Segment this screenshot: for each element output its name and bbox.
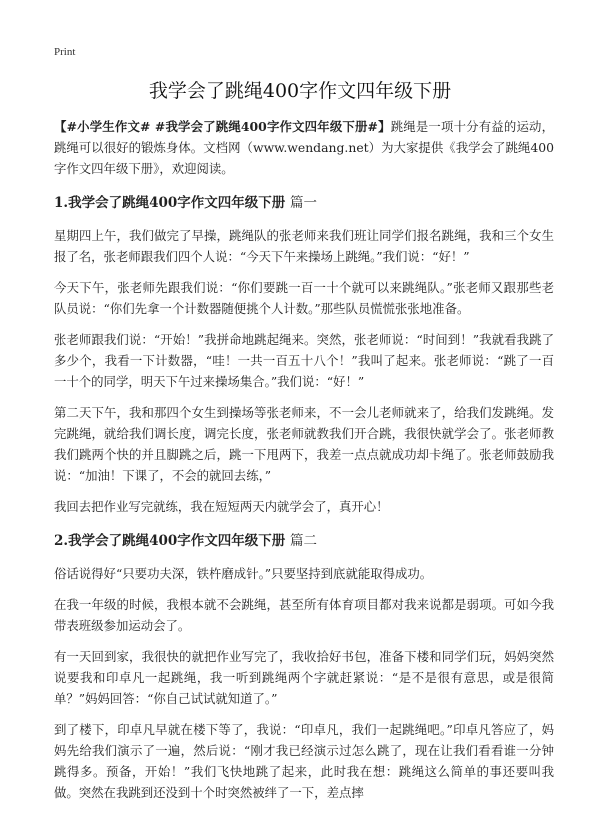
intro-text: 跳绳是一项十分有益的运动，跳绳可以很好的锻炼身体。文档网（www.wendang.net）为大家提供《我学会了跳绳400字作文四年级下册》，欢迎阅读。: [54, 119, 554, 176]
intro-tags: 【#小学生作文# #我学会了跳绳400字作文四年级下册#】: [54, 119, 391, 134]
section-2-paragraph-3: 有一天回到家，我很快的就把作业写完了，我收拾好书包，准备下楼和同学们玩，妈妈突然说要我和印卓凡一起跳绳，我一听到跳绳两个字就赶紧说：“是不是很有意思，或是很简单？”妈妈回答：“你自己试试就知道了。”: [54, 649, 554, 706]
section-1-paragraph-5: 我回去把作业写完就练，我在短短两天内就学会了，真开心！: [54, 499, 389, 514]
print-label: Print: [54, 46, 76, 58]
section-2-paragraph-1: 俗话说得好“只要功夫深，铁杵磨成针。”只要坚持到底就能取得成功。: [54, 566, 433, 581]
section-heading-2-text: 2.我学会了跳绳400字作文四年级下册: [54, 533, 286, 549]
section-1-paragraph-2: 今天下午，张老师先跟我们说：“你们要跳一百一十个就可以来跳绳队。”张老师又跟那些老队员说：“你们先拿一个计数器随便挑个人计数。”那些队员慌慌张张地准备。: [54, 280, 554, 316]
intro-paragraph: [54, 116, 554, 179]
section-1-paragraph-4: 第二天下午，我和那四个女生到操场等张老师来，不一会儿老师就来了，给我们发跳绳。发完跳绳，就给我们调长度，调完长度，张老师就教我们开合跳，我很快就学会了。张老师教我们跳两个快的并且脚跳之后，跳一下甩两下，我差一点点就成功却卡绳了。张老师鼓励我说：“加油！下课了，不会的就回去练，”: [54, 405, 554, 483]
section-2-paragraph-2: 在我一年级的时候，我根本就不会跳绳，甚至所有体育项目都对我来说都是弱项。可如今我带表班级参加运动会了。: [54, 597, 554, 633]
section-1-paragraph-1: 星期四上午，我们做完了早操，跳绳队的张老师来我们班让同学们报名跳绳，我和三个女生报了名，张老师跟我们四个人说：“今天下午来操场上跳绳。”我们说：“好！”: [54, 228, 554, 264]
section-heading-1-text: 1.我学会了跳绳400字作文四年级下册: [54, 195, 286, 211]
section-heading-1-suffix: 篇一: [289, 195, 317, 211]
section-2-paragraph-4: 到了楼下，印卓凡早就在楼下等了，我说：“印卓凡，我们一起跳绳吧。”印卓凡答应了，妈妈先给我们演示了一遍，然后说：“刚才我已经演示过怎么跳了，现在让我们看看谁一分钟跳得多。预备，开始！”我们飞快地跳了起来，此时我在想：跳绳这么简单的事还要叫我做。突然在我跳到还没到十个时突然被绊了一下，差点摔: [54, 722, 554, 800]
section-heading-1: [54, 193, 554, 213]
section-heading-2: [54, 531, 554, 551]
page-title: 我学会了跳绳400字作文四年级下册: [148, 80, 452, 102]
section-1-paragraph-3: 张老师跟我们说：“开始！”我拼命地跳起绳来。突然，张老师说：“时间到！”我就看我跳了多少个，我看一下计数器，“哇！一共一百五十八个！”我叫了起来。张老师说：“跳了一百一十个的同学，明天下午过来操场集合。”我们说：“好！”: [54, 332, 554, 389]
article-body: [54, 116, 554, 813]
section-heading-2-suffix: 篇二: [289, 533, 317, 549]
